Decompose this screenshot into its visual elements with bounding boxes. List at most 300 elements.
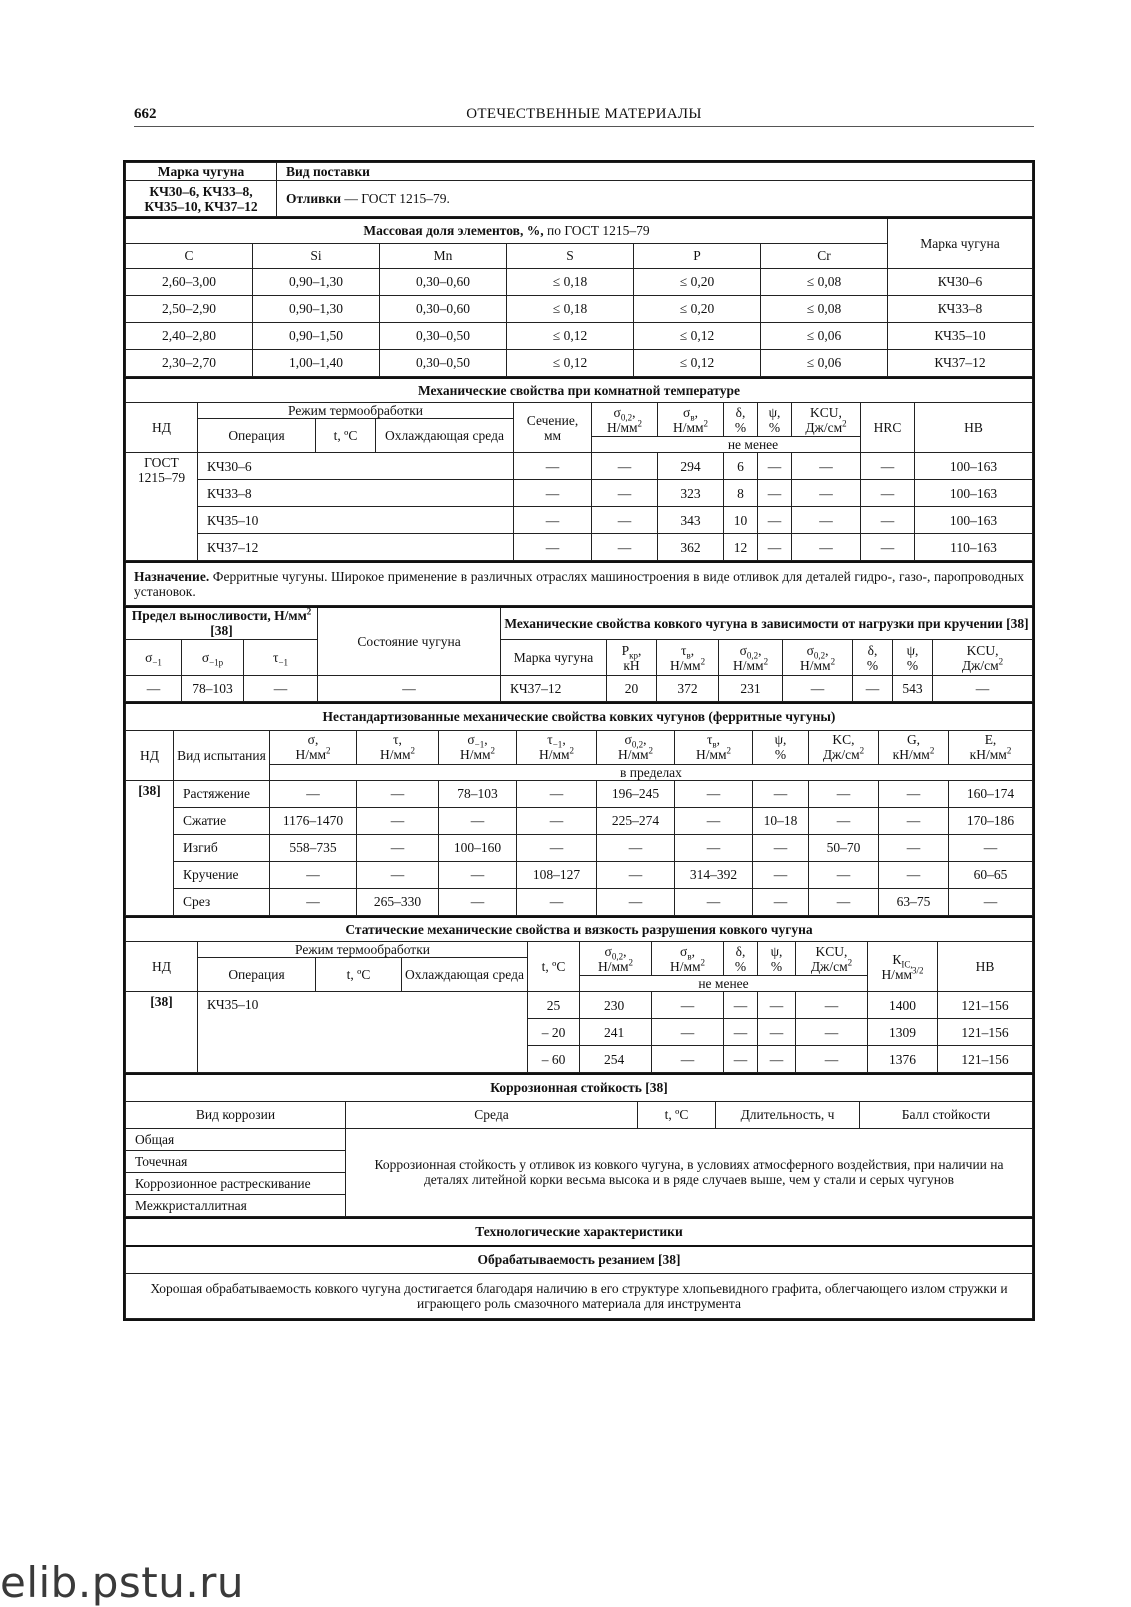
composition-title-rest: по ГОСТ 1215–79 xyxy=(543,223,650,239)
cell: 10 xyxy=(724,507,758,534)
cell: 6 xyxy=(724,453,758,480)
cell: 110–163 xyxy=(915,534,1033,561)
table-row xyxy=(126,534,1033,561)
kcu-unit: Дж/см xyxy=(961,657,999,673)
cell: КЧ30–6 xyxy=(888,268,1033,295)
composition-title-bold: Массовая доля элементов, %, xyxy=(363,223,544,239)
purpose-body: Ферритные чугуны. Широкое применение в различных отраслях машиностроения в виде отливок для деталей гидро-, газо-, паропроводных установок. xyxy=(134,568,1024,599)
cooling-header: Охлаждающая среда xyxy=(402,958,528,992)
table-row xyxy=(126,268,1033,295)
psi-symbol: ψ, xyxy=(774,732,787,747)
cell: 100–163 xyxy=(915,453,1033,480)
delta-header xyxy=(853,640,893,676)
cell: Изгиб xyxy=(174,834,270,861)
tb-symbol: τ xyxy=(706,732,713,747)
cell: — xyxy=(879,861,949,888)
corrosion-score-header: Балл стойкости xyxy=(860,1101,1033,1128)
delta-unit: % xyxy=(866,657,879,673)
kcu-unit: Дж/см xyxy=(805,419,843,435)
cell: 558–735 xyxy=(270,834,357,861)
cell: — xyxy=(758,1046,796,1073)
static-grade: КЧ35–10 xyxy=(198,992,528,1073)
table-row xyxy=(126,780,1033,807)
k1c-sub: IC, xyxy=(901,959,913,970)
tau-unit: Н/мм xyxy=(538,747,570,762)
s02-unit: Н/мм xyxy=(617,747,649,762)
cell: ≤ 0,08 xyxy=(761,268,888,295)
cell: — xyxy=(879,807,949,834)
within-label: в пределах xyxy=(270,764,1033,780)
cell: 1,00–1,40 xyxy=(253,349,380,376)
operation-header: Операция xyxy=(198,958,316,992)
sigma-m1-header xyxy=(126,640,182,676)
cell: — xyxy=(753,834,809,861)
psi-header xyxy=(893,640,933,676)
corrosion-text: Коррозионная стойкость у отливок из ковкого чугуна, в условиях атмосферного воздействия, при наличии на деталях литейной корки весьма высока и в ряде случаев выше, чем у стали и серых чугунов xyxy=(346,1128,1033,1216)
state-header: Состояние чугуна xyxy=(318,607,501,676)
cell: 0,90–1,50 xyxy=(253,322,380,349)
psi-unit: % xyxy=(906,657,919,673)
sigma-m1-header: $\sigma_{-1}$, $Н/мм^2$ xyxy=(439,730,517,764)
sb-symbol: σ xyxy=(683,404,691,420)
cell: — xyxy=(879,780,949,807)
psi-symbol: ψ, xyxy=(906,642,919,658)
cell: — xyxy=(796,1019,868,1046)
cell: — xyxy=(753,888,809,915)
sb-sub: в xyxy=(690,412,695,423)
regime-header: Режим термообработки xyxy=(198,403,514,419)
cell: — xyxy=(724,1046,758,1073)
watermark: elib.pstu.ru xyxy=(0,1558,245,1607)
s02-header: $\sigma_{0,2}$, $Н/мм^2$ xyxy=(592,403,658,437)
psi-unit: % xyxy=(774,747,787,762)
cell: — xyxy=(783,676,853,702)
cell: — xyxy=(879,834,949,861)
cell: 100–163 xyxy=(915,507,1033,534)
s02-symbol: σ xyxy=(604,943,612,959)
cell: — xyxy=(758,1019,796,1046)
table-row xyxy=(126,861,1033,888)
material-sheet xyxy=(123,160,1035,1321)
psi-header xyxy=(758,942,796,976)
cell: 50–70 xyxy=(809,834,879,861)
cell: 8 xyxy=(724,480,758,507)
cell: — xyxy=(357,807,439,834)
cell: 2,40–2,80 xyxy=(126,322,253,349)
cell: 25 xyxy=(528,992,580,1019)
table-row xyxy=(126,507,1033,534)
tau-symbol: τ xyxy=(273,650,279,665)
col-mn: Mn xyxy=(380,243,507,268)
corrosion-type: Межкристаллитная xyxy=(126,1194,346,1216)
cell: 78–103 xyxy=(439,780,517,807)
cell: 1400 xyxy=(868,992,938,1019)
grade-value-line2: КЧ35–10, КЧ37–12 xyxy=(144,198,258,214)
tau-sub: −1 xyxy=(552,739,563,750)
cell: 231 xyxy=(719,676,783,702)
supply-bold: Отливки xyxy=(286,191,341,206)
mech-room-title: Механические свойства при комнатной температуре xyxy=(126,378,1033,403)
cell: 121–156 xyxy=(938,1046,1033,1073)
pkr-sub: кр xyxy=(629,650,639,661)
cell: 10–18 xyxy=(753,807,809,834)
not-less-label: не менее xyxy=(592,437,915,453)
nd-header: НД xyxy=(126,730,174,780)
cell: — xyxy=(514,453,592,480)
cell: 372 xyxy=(657,676,719,702)
cell: 63–75 xyxy=(879,888,949,915)
cell: — xyxy=(758,453,792,480)
cell: — xyxy=(675,834,753,861)
hb-header: HB xyxy=(915,403,1033,453)
cell: – 20 xyxy=(528,1019,580,1046)
kcu-header: KCU, $Дж/см^2$ xyxy=(792,403,861,437)
static-table xyxy=(125,916,1033,1074)
torsion-title: Механические свойства ковкого чугуна в зависимости от нагрузки при кручении [38] xyxy=(501,607,1033,640)
grade-table xyxy=(125,162,1033,217)
tech-table xyxy=(125,1217,1033,1320)
cell: КЧ33–8 xyxy=(198,480,514,507)
cell: — xyxy=(809,861,879,888)
psi-unit: % xyxy=(768,419,781,435)
sigma-sub: −1 xyxy=(474,739,485,750)
cell: — xyxy=(809,807,879,834)
purpose-text xyxy=(126,562,1033,605)
endurance-title: Предел выносливости, $Н/мм^2$ [38] xyxy=(126,607,318,640)
cell: КЧ37–12 xyxy=(888,349,1033,376)
cell: — xyxy=(758,507,792,534)
g-symbol: G, xyxy=(906,732,921,747)
cell: 78–103 xyxy=(182,676,244,702)
col-p: P xyxy=(634,243,761,268)
table-row xyxy=(126,888,1033,915)
cell: — xyxy=(592,534,658,561)
cell: — xyxy=(753,780,809,807)
tau-sub: −1 xyxy=(278,657,289,668)
psi-header xyxy=(753,730,809,764)
composition-grade-header: Марка чугуна xyxy=(888,218,1033,268)
cell: — xyxy=(270,780,357,807)
col-cr: Cr xyxy=(761,243,888,268)
s02-sub: 0,2 xyxy=(611,951,624,962)
cell: 265–330 xyxy=(357,888,439,915)
nd-ref: [38] xyxy=(126,780,174,915)
page-number: 662 xyxy=(134,106,157,122)
tb-unit: Н/мм xyxy=(669,657,701,673)
corrosion-table xyxy=(125,1073,1033,1217)
cell: — xyxy=(675,780,753,807)
cell: — xyxy=(357,861,439,888)
pkr-unit: кН xyxy=(623,657,640,673)
cell: ≤ 0,12 xyxy=(634,349,761,376)
tb-header: $\tau_в$, $Н/мм^2$ xyxy=(657,640,719,676)
cell: — xyxy=(724,1019,758,1046)
cell: 0,90–1,30 xyxy=(253,268,380,295)
tau-header: τ, $Н/мм^2$ xyxy=(357,730,439,764)
kc-symbol: KC, xyxy=(832,732,855,747)
tau-m1-header: $\tau_{-1}$, $Н/мм^2$ xyxy=(517,730,597,764)
col-si: Si xyxy=(253,243,380,268)
s02b-header: $\sigma_{0,2}$, $Н/мм^2$ xyxy=(783,640,853,676)
cell: — xyxy=(592,507,658,534)
delta-unit: % xyxy=(734,958,747,974)
cell: 1376 xyxy=(868,1046,938,1073)
cell: 323 xyxy=(658,480,724,507)
tb-header: $\tau_в$, $Н/мм^2$ xyxy=(675,730,753,764)
cell: ≤ 0,12 xyxy=(634,322,761,349)
sigma-symbol: σ, xyxy=(307,732,319,747)
cell: 2,60–3,00 xyxy=(126,268,253,295)
static-title: Статические механические свойства и вязкость разрушения ковкого чугуна xyxy=(126,917,1033,942)
cell: – 60 xyxy=(528,1046,580,1073)
cell: — xyxy=(809,780,879,807)
cell: — xyxy=(270,861,357,888)
temp-header: t, ºC xyxy=(316,419,376,453)
k1c-header xyxy=(868,942,938,992)
sigma-sub: −1р xyxy=(209,657,224,668)
cell: — xyxy=(514,507,592,534)
cell: — xyxy=(439,888,517,915)
cell: — xyxy=(592,453,658,480)
cell: ≤ 0,20 xyxy=(634,268,761,295)
endurance-title-text: Предел выносливости, Н/мм xyxy=(131,608,307,624)
tau-unit: Н/мм xyxy=(379,747,411,762)
cell: — xyxy=(270,888,357,915)
cell: 314–392 xyxy=(675,861,753,888)
purpose-label: Назначение. xyxy=(134,568,210,584)
cell: 1309 xyxy=(868,1019,938,1046)
s02-symbol: σ xyxy=(739,642,747,658)
sb-header: $\sigma_в$, $Н/мм^2$ xyxy=(652,942,724,976)
cell: — xyxy=(796,1046,868,1073)
s02-sub: 0,2 xyxy=(813,650,826,661)
table-row xyxy=(126,807,1033,834)
hrc-header: HRC xyxy=(861,403,915,453)
corrosion-type: Точечная xyxy=(126,1150,346,1172)
table-row xyxy=(126,453,1033,480)
cell: — xyxy=(439,807,517,834)
tb-unit: Н/мм xyxy=(695,747,727,762)
tau-symbol: τ, xyxy=(393,732,402,747)
cell: КЧ37–12 xyxy=(501,676,607,702)
cell: — xyxy=(439,861,517,888)
cell: 0,30–0,60 xyxy=(380,295,507,322)
table-row xyxy=(126,349,1033,376)
cell: — xyxy=(597,861,675,888)
cell: 1176–1470 xyxy=(270,807,357,834)
cell: 2,30–2,70 xyxy=(126,349,253,376)
cell: ≤ 0,12 xyxy=(507,349,634,376)
cell: 225–274 xyxy=(597,807,675,834)
sb-unit: Н/мм xyxy=(669,958,701,974)
cell: — xyxy=(758,480,792,507)
cell: — xyxy=(949,888,1033,915)
s02-symbol: σ xyxy=(624,732,632,747)
table-row xyxy=(126,834,1033,861)
cell: — xyxy=(357,834,439,861)
k1c-unit: Н/мм xyxy=(881,966,913,982)
kc-unit: Дж/см xyxy=(822,747,860,762)
nd-ref: [38] xyxy=(126,992,198,1073)
cell: ≤ 0,08 xyxy=(761,295,888,322)
cell: ≤ 0,18 xyxy=(507,295,634,322)
s02-header: $\sigma_{0,2}$, $Н/мм^2$ xyxy=(719,640,783,676)
tb-sub: в xyxy=(712,739,717,750)
cell: ≤ 0,18 xyxy=(507,268,634,295)
sb-unit: Н/мм xyxy=(672,419,704,435)
cell: — xyxy=(652,1046,724,1073)
purpose-table xyxy=(125,561,1033,606)
sigma-unit: Н/мм xyxy=(459,747,491,762)
corrosion-medium-header: Среда xyxy=(346,1101,638,1128)
kcu-symbol: KCU, xyxy=(966,642,999,658)
cell: — xyxy=(675,807,753,834)
cell: 254 xyxy=(580,1046,652,1073)
sigma-symbol: σ xyxy=(201,650,210,665)
cell: 294 xyxy=(658,453,724,480)
kcu-unit: Дж/см xyxy=(810,958,848,974)
s02-header: $\sigma_{0,2}$, $Н/мм^2$ xyxy=(597,730,675,764)
s02-sub: 0,2 xyxy=(620,412,633,423)
test-header: Вид испытания xyxy=(174,730,270,780)
cell: — xyxy=(809,888,879,915)
t-header: t, ºC xyxy=(528,942,580,992)
cell: — xyxy=(792,534,861,561)
col-s: S xyxy=(507,243,634,268)
sb-sub: в xyxy=(687,951,692,962)
kcu-symbol: KCU, xyxy=(815,943,848,959)
cell: 100–160 xyxy=(439,834,517,861)
cell: 121–156 xyxy=(938,1019,1033,1046)
cell: Сжатие xyxy=(174,807,270,834)
endurance-ref: [38] xyxy=(210,623,233,639)
cell: 20 xyxy=(607,676,657,702)
section-header: Сечение, мм xyxy=(514,403,592,453)
cell: 196–245 xyxy=(597,780,675,807)
tb-symbol: τ xyxy=(681,642,687,658)
table-row xyxy=(126,1128,1033,1150)
corrosion-title: Коррозионная стойкость [38] xyxy=(126,1074,1033,1101)
cell: — xyxy=(517,807,597,834)
sigma-symbol: σ xyxy=(145,650,153,665)
supply-rest: — ГОСТ 1215–79. xyxy=(341,191,450,206)
kcu-header: KCU, $Дж/см^2$ xyxy=(796,942,868,976)
cell: 121–156 xyxy=(938,992,1033,1019)
corrosion-temp-header: t, ºC xyxy=(638,1101,716,1128)
cell: ≤ 0,20 xyxy=(634,295,761,322)
sigma-header: σ, $Н/мм^2$ xyxy=(270,730,357,764)
e-unit: кН/мм xyxy=(969,747,1007,762)
cell: — xyxy=(126,676,182,702)
operation-header: Операция xyxy=(198,419,316,453)
nd-header: НД xyxy=(126,403,198,453)
delta-header xyxy=(724,403,758,437)
nd-value: ГОСТ 1215–79 xyxy=(126,453,198,561)
temp-header: t, ºC xyxy=(316,958,402,992)
cell: — xyxy=(514,480,592,507)
psi-symbol: ψ, xyxy=(770,943,783,959)
cell: 170–186 xyxy=(949,807,1033,834)
cell: — xyxy=(597,888,675,915)
composition-title xyxy=(126,218,888,243)
regime-header: Режим термообработки xyxy=(198,942,528,958)
cell: Кручение xyxy=(174,861,270,888)
cell: — xyxy=(792,453,861,480)
cell: 2,50–2,90 xyxy=(126,295,253,322)
cell: КЧ37–12 xyxy=(198,534,514,561)
cell: — xyxy=(933,676,1033,702)
s02-sub: 0,2 xyxy=(631,739,644,750)
machinability-title: Обрабатываемость резанием [38] xyxy=(126,1246,1033,1274)
cell: — xyxy=(652,1019,724,1046)
e-header: E, $кН/мм^2$ xyxy=(949,730,1033,764)
tech-title: Технологические характеристики xyxy=(126,1218,1033,1246)
cell: Срез xyxy=(174,888,270,915)
hb-header: HB xyxy=(938,942,1033,992)
mech-room-table xyxy=(125,377,1033,562)
sb-header: $\sigma_в$, $Н/мм^2$ xyxy=(658,403,724,437)
cell: — xyxy=(853,676,893,702)
delta-symbol: δ, xyxy=(735,943,746,959)
nd-header: НД xyxy=(126,942,198,992)
cell: Растяжение xyxy=(174,780,270,807)
cell: 100–163 xyxy=(915,480,1033,507)
sigma-symbol: σ xyxy=(467,732,475,747)
cell: 241 xyxy=(580,1019,652,1046)
cell: ≤ 0,12 xyxy=(507,322,634,349)
s02-symbol: σ xyxy=(806,642,814,658)
table-row xyxy=(126,676,1033,702)
cell: ≤ 0,06 xyxy=(761,349,888,376)
cell: — xyxy=(792,507,861,534)
table-row xyxy=(126,992,1033,1019)
s02-unit: Н/мм xyxy=(799,657,831,673)
corrosion-type: Общая xyxy=(126,1128,346,1150)
torsion-grade-header: Марка чугуна xyxy=(501,640,607,676)
grade-value-line1: КЧ30–6, КЧ33–8, xyxy=(149,183,253,199)
cell: — xyxy=(861,507,915,534)
col-c: C xyxy=(126,243,253,268)
cell: 160–174 xyxy=(949,780,1033,807)
s02-unit: Н/мм xyxy=(606,419,638,435)
e-symbol: E, xyxy=(984,732,997,747)
corrosion-duration-header: Длительность, ч xyxy=(716,1101,860,1128)
cell: — xyxy=(758,992,796,1019)
sigma-unit: Н/мм xyxy=(295,747,327,762)
cell: — xyxy=(517,888,597,915)
tau-m1-header xyxy=(244,640,318,676)
cell: 343 xyxy=(658,507,724,534)
sigma-sub: −1 xyxy=(152,657,162,668)
tb-sub: в xyxy=(686,650,691,661)
pkr-header: $Р_{кр}$, кН xyxy=(607,640,657,676)
g-header: G, $кН/мм^2$ xyxy=(879,730,949,764)
cell: — xyxy=(357,780,439,807)
psi-header xyxy=(758,403,792,437)
k1c-symbol: К xyxy=(892,951,902,967)
cell: 0,30–0,50 xyxy=(380,349,507,376)
cell: — xyxy=(796,992,868,1019)
s02-unit: Н/мм xyxy=(732,657,764,673)
delta-symbol: δ, xyxy=(867,642,878,658)
cell: — xyxy=(792,480,861,507)
cell: — xyxy=(517,834,597,861)
psi-symbol: ψ, xyxy=(768,404,781,420)
kcu-header: KCU, $Дж/см^2$ xyxy=(933,640,1033,676)
page-header xyxy=(134,104,1034,127)
nonstd-title: Нестандартизованные механические свойства ковких чугунов (ферритные чугуны) xyxy=(126,703,1033,730)
cell: — xyxy=(753,861,809,888)
